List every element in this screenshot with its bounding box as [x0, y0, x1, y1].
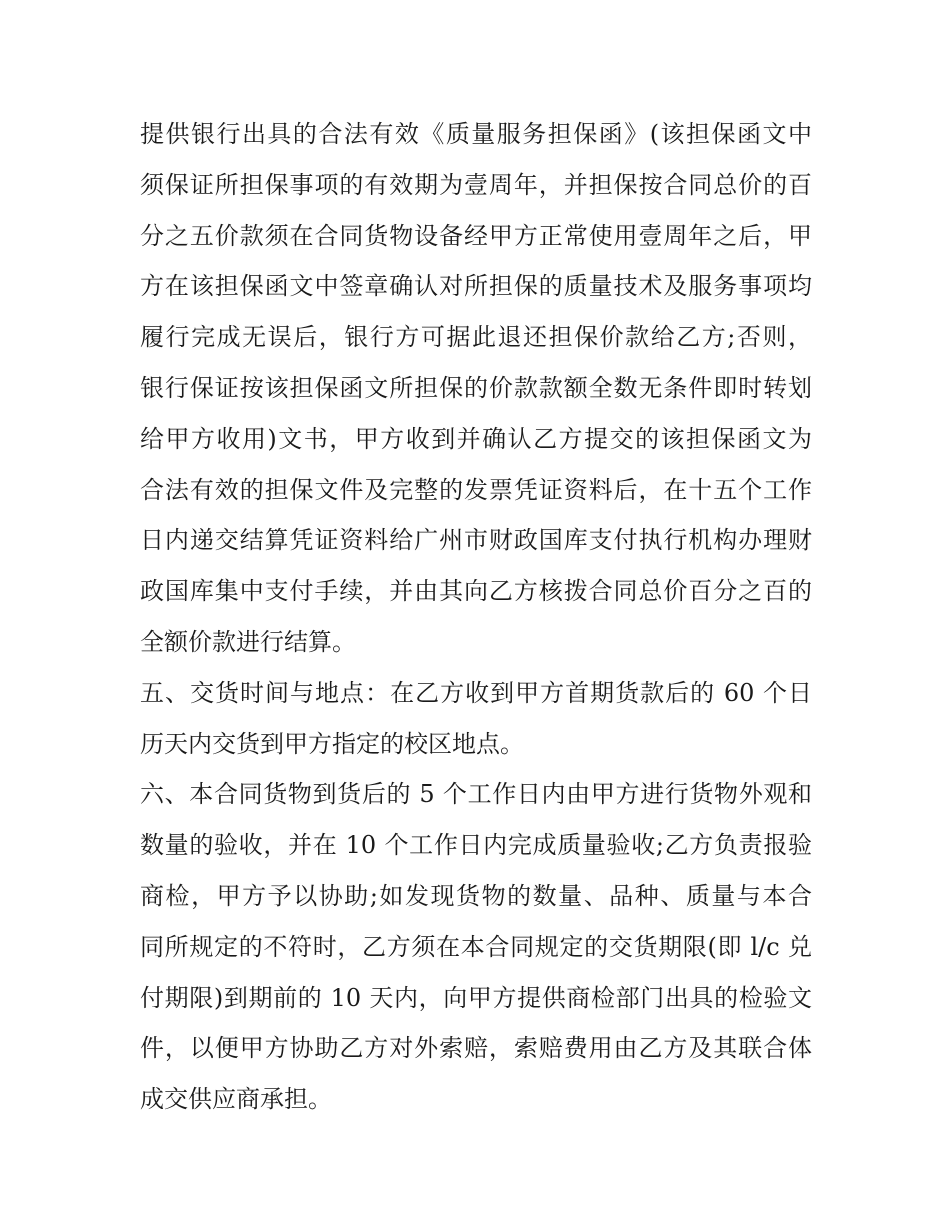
- text-line: 履行完成无误后，银行方可据此退还担保价款给乙方;否则，: [140, 323, 812, 352]
- text-line: 日内递交结算凭证资料给广州市财政国库支付执行机构办理财: [140, 526, 812, 555]
- text-line: 方在该担保函文中签章确认对所担保的质量技术及服务事项均: [140, 272, 812, 301]
- text-line: 合法有效的担保文件及完整的发票凭证资料后，在十五个工作: [140, 475, 812, 504]
- text-line: 须保证所担保事项的有效期为壹周年，并担保按合同总价的百: [140, 170, 812, 199]
- text-line: 全额价款进行结算。: [140, 627, 356, 656]
- text-line: 件，以便甲方协助乙方对外索赔，索赔费用由乙方及其联合体: [140, 1034, 812, 1063]
- text-line: 同所规定的不符时，乙方须在本合同规定的交货期限(即 l/c 兑: [140, 932, 812, 961]
- text-line: 给甲方收用)文书，甲方收到并确认乙方提交的该担保函文为: [140, 424, 812, 453]
- text-line: 历天内交货到甲方指定的校区地点。: [140, 729, 524, 758]
- text-line: 商检，甲方予以协助;如发现货物的数量、品种、质量与本合: [140, 881, 812, 910]
- text-line: 数量的验收，并在 10 个工作日内完成质量验收;乙方负责报验: [140, 831, 812, 860]
- document-body: [140, 109, 812, 1125]
- text-line: 政国库集中支付手续，并由其向乙方核拨合同总价百分之百的: [140, 577, 812, 606]
- text-line: 提供银行出具的合法有效《质量服务担保函》(该担保函文中: [140, 120, 812, 148]
- text-line: 成交供应商承担。: [140, 1085, 332, 1114]
- text-line: 付期限)到期前的 10 天内，向甲方提供商检部门出具的检验文: [140, 983, 812, 1012]
- text-line: 分之五价款须在合同货物设备经甲方正常使用壹周年之后，甲: [140, 221, 812, 250]
- text-line: 银行保证按该担保函文所担保的价款款额全数无条件即时转划: [140, 373, 812, 402]
- section-heading-five: 五、交货时间与地点：在乙方收到甲方首期货款后的 60 个日: [140, 678, 812, 707]
- section-heading-six: 六、本合同货物到货后的 5 个工作日内由甲方进行货物外观和: [140, 780, 812, 809]
